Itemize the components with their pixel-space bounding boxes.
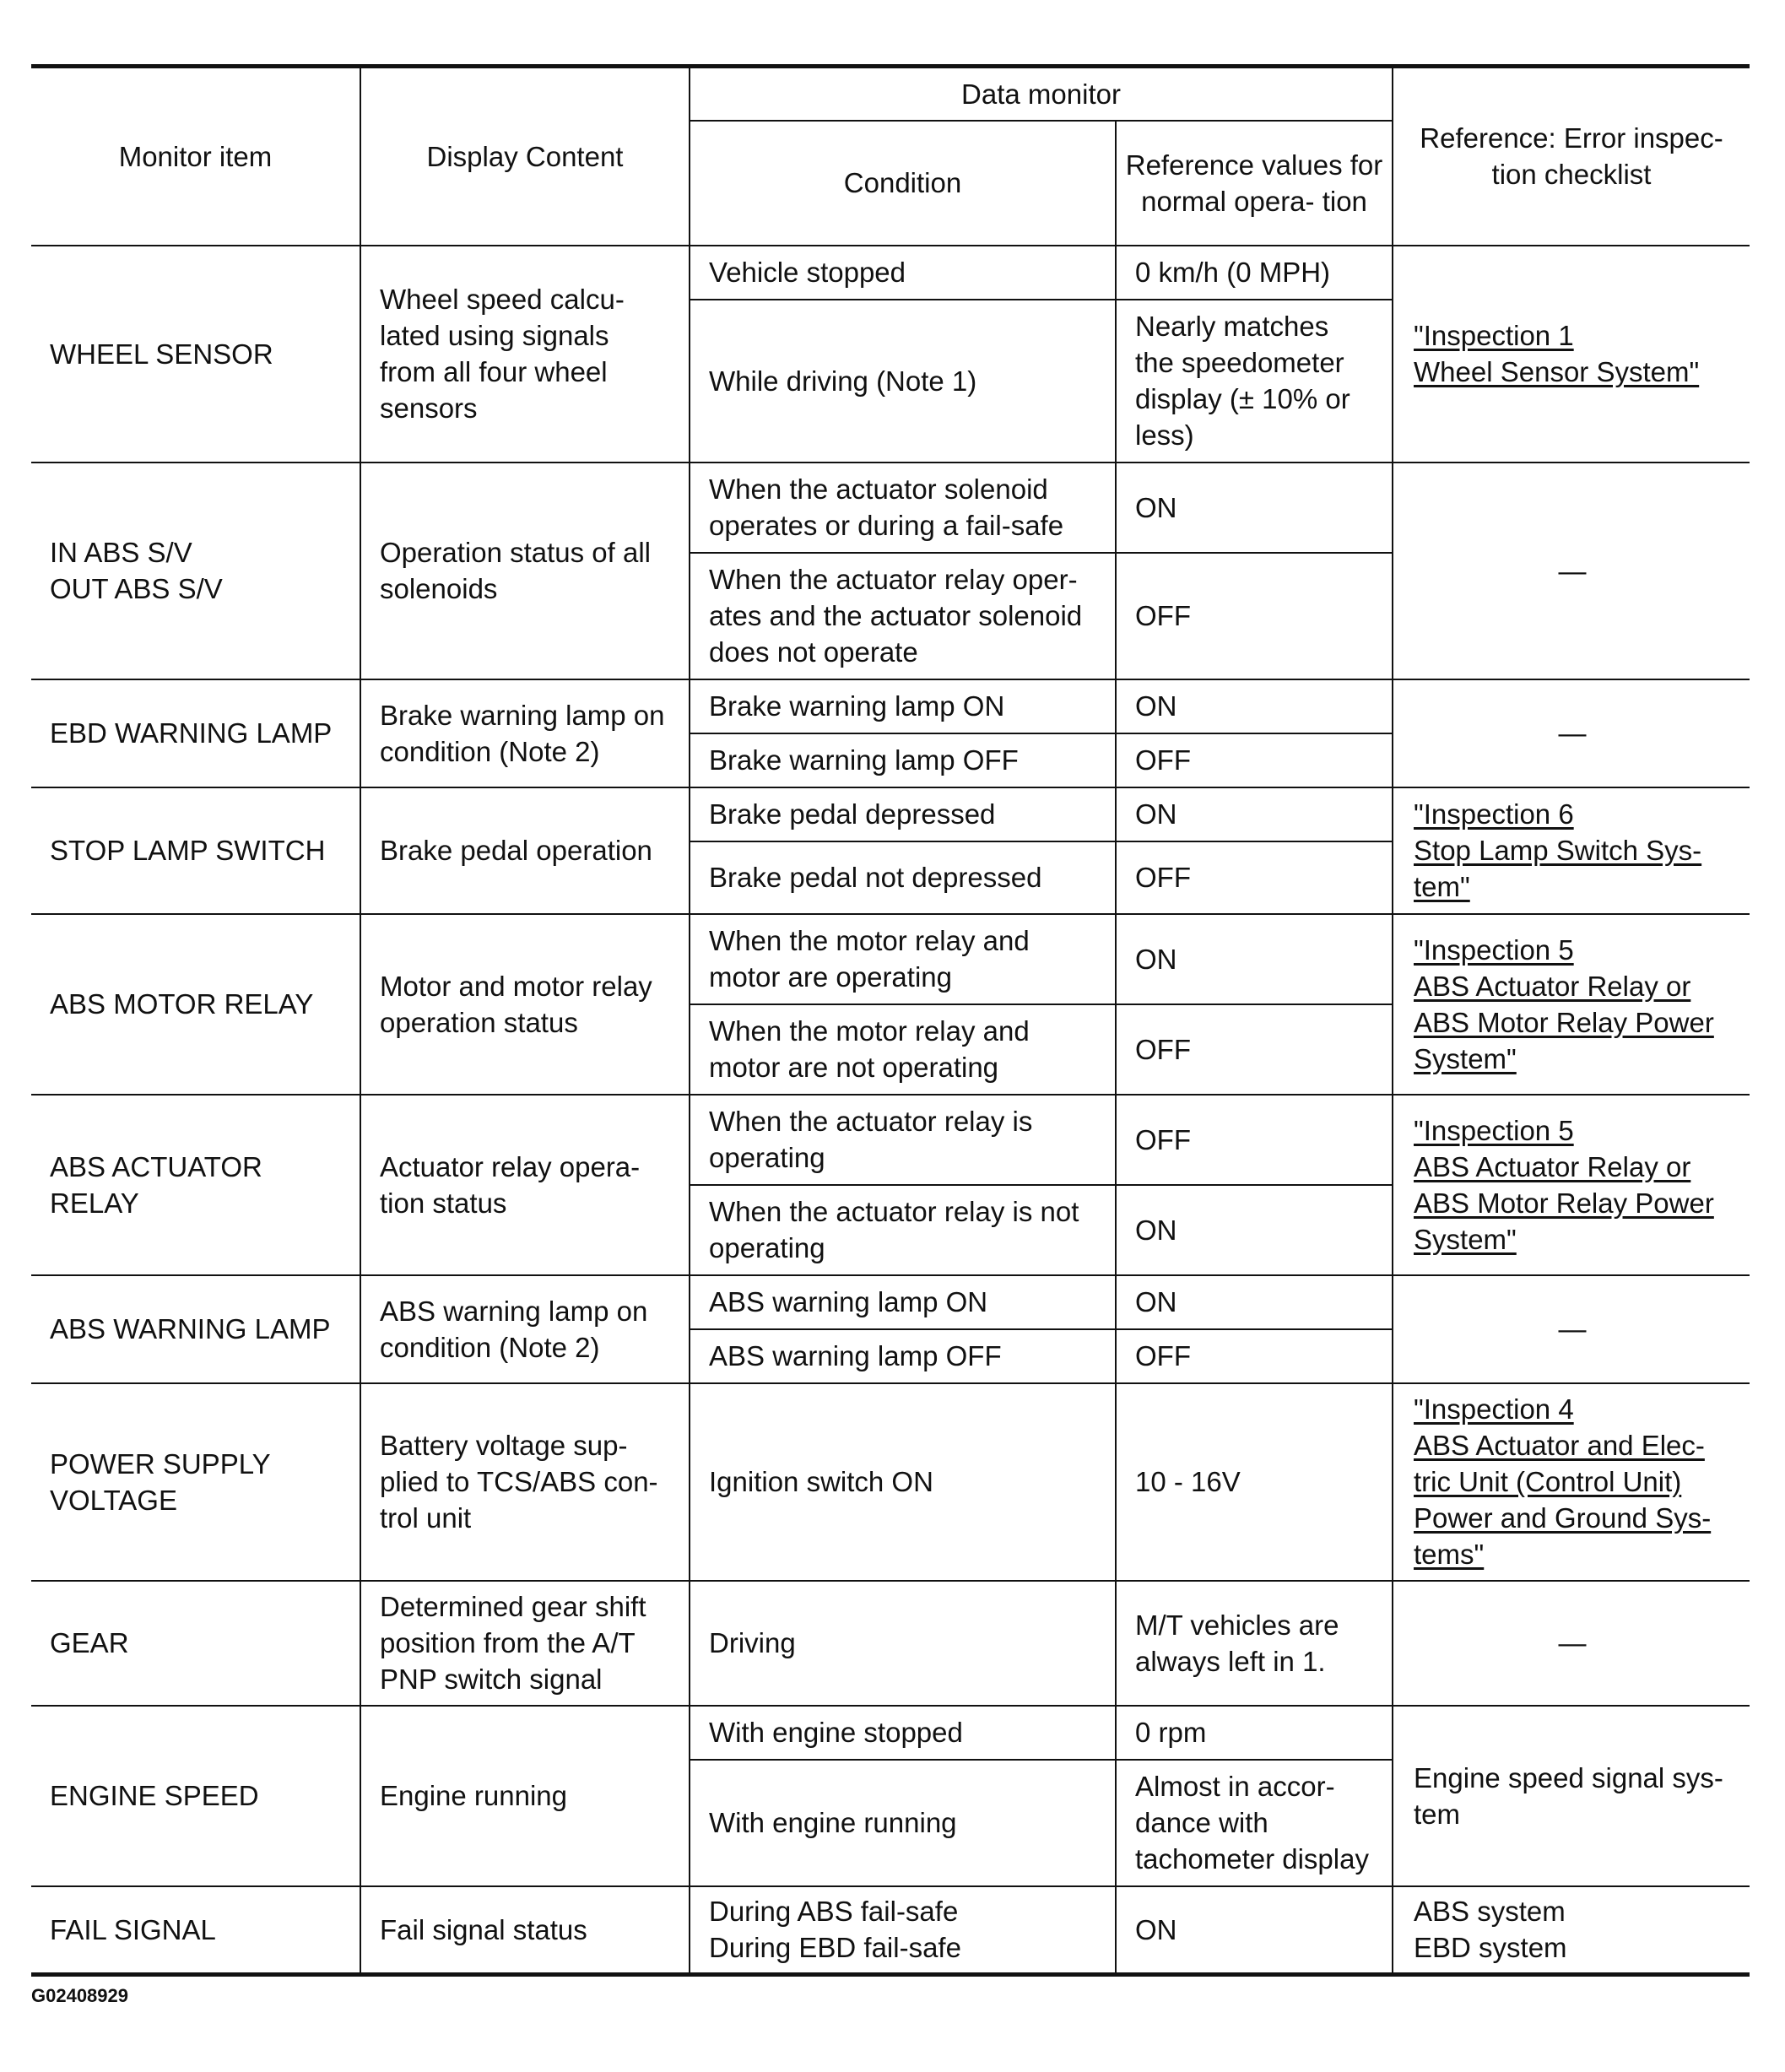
condition-cell: [690, 1581, 1116, 1706]
condition-cell: [690, 1760, 1116, 1886]
table-row: [31, 1095, 1750, 1185]
display-content-cell: Operation status of all solenoids: [360, 463, 690, 679]
reference-value-cell: 10 - 16V: [1116, 1383, 1393, 1581]
data-monitor-table: [31, 64, 1750, 1977]
inspection-link[interactable]: "Inspection 5: [1414, 1114, 1574, 1146]
monitor-item-label: GEAR: [50, 1627, 129, 1658]
condition-text: Brake pedal not depressed: [709, 862, 1042, 893]
error-inspection-cell: [1393, 787, 1750, 914]
reference-value-cell: Nearly matches the speedometer display (± 10% or less): [1116, 300, 1393, 463]
display-content-cell: Engine running: [360, 1706, 690, 1886]
monitor-item-cell: [31, 1275, 360, 1383]
condition-cell: [690, 246, 1116, 300]
condition-text: Vehicle stopped: [709, 257, 906, 288]
header-condition: Condition: [690, 121, 1116, 246]
monitor-item-cell: [31, 1886, 360, 1975]
inspection-text: —: [1558, 1627, 1587, 1658]
inspection-text: Engine speed signal sys- tem: [1414, 1761, 1723, 1830]
table-row: [31, 1581, 1750, 1706]
reference-value-cell: ON: [1116, 463, 1393, 553]
reference-value-cell: ON: [1116, 1886, 1393, 1975]
condition-text: During EBD fail-safe: [709, 1932, 961, 1964]
error-inspection-cell: [1393, 679, 1750, 787]
condition-text: When the actuator solenoid operates or during a fail-safe: [709, 473, 1064, 541]
condition-cell: [690, 553, 1116, 679]
table-row: [31, 1886, 1750, 1975]
reference-value-cell: ON: [1116, 1185, 1393, 1275]
inspection-link[interactable]: Stop Lamp Switch Sys- tem": [1414, 835, 1702, 902]
condition-text: Brake warning lamp OFF: [709, 744, 1019, 776]
condition-text: When the actuator relay is operating: [709, 1106, 1033, 1173]
table-row: [31, 1706, 1750, 1760]
monitor-item-label: WHEEL SENSOR: [50, 338, 273, 370]
condition-cell: [690, 1185, 1116, 1275]
monitor-item-cell: [31, 1706, 360, 1886]
reference-value-cell: ON: [1116, 914, 1393, 1004]
display-content-cell: Motor and motor relay operation status: [360, 914, 690, 1095]
monitor-item-label: ABS ACTUATOR RELAY: [50, 1150, 262, 1219]
table-row: [31, 1275, 1750, 1329]
monitor-item-label: FAIL SIGNAL: [50, 1913, 216, 1945]
condition-text: During ABS fail-safe: [709, 1896, 959, 1928]
condition-cell: [690, 463, 1116, 553]
condition-cell: [690, 1004, 1116, 1095]
table-row: [31, 463, 1750, 553]
error-inspection-cell: [1393, 1886, 1750, 1975]
monitor-item-cell: [31, 1581, 360, 1706]
table-row: [31, 1383, 1750, 1581]
monitor-item-label: EBD WARNING LAMP: [50, 717, 333, 749]
figure-code: G02408929: [31, 1985, 128, 2006]
header-data-monitor: Data monitor: [690, 67, 1393, 121]
condition-text: When the motor relay and motor are operating: [709, 925, 1030, 993]
table-row: [31, 246, 1750, 300]
header-display-content: Display Content: [360, 67, 690, 246]
condition-cell: [690, 1383, 1116, 1581]
inspection-link[interactable]: ABS Actuator and Elec- tric Unit (Control Unit) Power and Ground Sys- tems": [1414, 1430, 1712, 1570]
monitor-item-label: POWER SUPPLY VOLTAGE: [50, 1447, 271, 1516]
condition-text: Driving: [709, 1627, 796, 1658]
reference-value-cell: OFF: [1116, 841, 1393, 914]
error-inspection-cell: [1393, 1581, 1750, 1706]
reference-value-cell: OFF: [1116, 1004, 1393, 1095]
inspection-link[interactable]: ABS Actuator Relay or ABS Motor Relay Power System": [1414, 970, 1714, 1074]
condition-text: Brake warning lamp ON: [709, 690, 1005, 722]
inspection-link[interactable]: ABS Actuator Relay or ABS Motor Relay Power System": [1414, 1150, 1714, 1255]
condition-cell: [690, 1886, 1116, 1975]
reference-value-cell: OFF: [1116, 1095, 1393, 1185]
monitor-item-cell: [31, 914, 360, 1095]
error-inspection-cell: [1393, 914, 1750, 1095]
inspection-text: EBD system: [1414, 1932, 1567, 1964]
error-inspection-cell: [1393, 246, 1750, 463]
condition-cell: [690, 1095, 1116, 1185]
condition-cell: [690, 1329, 1116, 1383]
condition-text: Brake pedal depressed: [709, 798, 996, 830]
inspection-text: —: [1558, 555, 1587, 587]
condition-text: Ignition switch ON: [709, 1466, 933, 1497]
table-row: [31, 787, 1750, 841]
error-inspection-cell: [1393, 1275, 1750, 1383]
display-content-cell: Actuator relay opera- tion status: [360, 1095, 690, 1275]
header-reference-checklist: Reference: Error inspec- tion checklist: [1393, 67, 1750, 246]
condition-cell: [690, 300, 1116, 463]
inspection-text: —: [1558, 1313, 1587, 1344]
inspection-text: ABS system: [1414, 1896, 1566, 1928]
reference-value-cell: Almost in accor- dance with tachometer display: [1116, 1760, 1393, 1886]
reference-value-cell: OFF: [1116, 1329, 1393, 1383]
table-body: [31, 246, 1750, 1975]
condition-cell: [690, 787, 1116, 841]
condition-cell: [690, 914, 1116, 1004]
condition-text: With engine running: [709, 1807, 957, 1838]
reference-value-cell: ON: [1116, 787, 1393, 841]
table-row: [31, 679, 1750, 733]
condition-text: When the actuator relay oper- ates and the actuator solenoid does not operate: [709, 564, 1083, 668]
inspection-link[interactable]: Wheel Sensor System": [1414, 356, 1700, 387]
reference-value-cell: M/T vehicles are always left in 1.: [1116, 1581, 1393, 1706]
monitor-item-label: ABS WARNING LAMP: [50, 1313, 331, 1344]
display-content-cell: Fail signal status: [360, 1886, 690, 1975]
display-content-cell: Battery voltage sup- plied to TCS/ABS con- trol unit: [360, 1383, 690, 1581]
display-content-cell: Brake pedal operation: [360, 787, 690, 914]
reference-value-cell: ON: [1116, 679, 1393, 733]
monitor-item-label: STOP LAMP SWITCH: [50, 835, 326, 866]
condition-text: ABS warning lamp OFF: [709, 1340, 1002, 1371]
condition-text: When the motor relay and motor are not operating: [709, 1015, 1030, 1083]
condition-cell: [690, 841, 1116, 914]
condition-cell: [690, 1706, 1116, 1760]
condition-text: ABS warning lamp ON: [709, 1286, 988, 1317]
inspection-link[interactable]: "Inspection 5: [1414, 933, 1574, 966]
inspection-link[interactable]: "Inspection 1: [1414, 320, 1574, 351]
condition-text: With engine stopped: [709, 1717, 963, 1748]
display-content-cell: Wheel speed calcu- lated using signals from all four wheel sensors: [360, 246, 690, 463]
reference-value-cell: 0 km/h (0 MPH): [1116, 246, 1393, 300]
monitor-item-cell: [31, 1383, 360, 1581]
monitor-item-cell: [31, 246, 360, 463]
monitor-item-cell: [31, 787, 360, 914]
inspection-text: —: [1558, 717, 1587, 749]
condition-text: When the actuator relay is not operating: [709, 1196, 1079, 1263]
error-inspection-cell: [1393, 1706, 1750, 1886]
reference-value-cell: 0 rpm: [1116, 1706, 1393, 1760]
condition-cell: [690, 733, 1116, 787]
monitor-item-cell: [31, 679, 360, 787]
reference-value-cell: ON: [1116, 1275, 1393, 1329]
monitor-item-cell: [31, 1095, 360, 1275]
error-inspection-cell: [1393, 1383, 1750, 1581]
header-reference-values: Reference values for normal opera- tion: [1116, 121, 1393, 246]
error-inspection-cell: [1393, 463, 1750, 679]
inspection-link[interactable]: "Inspection 4: [1414, 1393, 1574, 1425]
monitor-item-label: OUT ABS S/V: [50, 573, 223, 604]
display-content-cell: ABS warning lamp on condition (Note 2): [360, 1275, 690, 1383]
monitor-item-label: ABS MOTOR RELAY: [50, 988, 314, 1020]
condition-cell: [690, 1275, 1116, 1329]
reference-value-cell: OFF: [1116, 733, 1393, 787]
display-content-cell: Brake warning lamp on condition (Note 2): [360, 679, 690, 787]
monitor-item-label: IN ABS S/V: [50, 537, 192, 568]
table-row: [31, 914, 1750, 1004]
error-inspection-cell: [1393, 1095, 1750, 1275]
monitor-item-cell: [31, 463, 360, 679]
header-monitor-item: Monitor item: [31, 67, 360, 246]
reference-value-cell: OFF: [1116, 553, 1393, 679]
monitor-item-label: ENGINE SPEED: [50, 1780, 259, 1811]
display-content-cell: Determined gear shift position from the A/T PNP switch signal: [360, 1581, 690, 1706]
condition-text: While driving (Note 1): [709, 365, 977, 397]
condition-cell: [690, 679, 1116, 733]
inspection-link[interactable]: "Inspection 6: [1414, 798, 1574, 830]
